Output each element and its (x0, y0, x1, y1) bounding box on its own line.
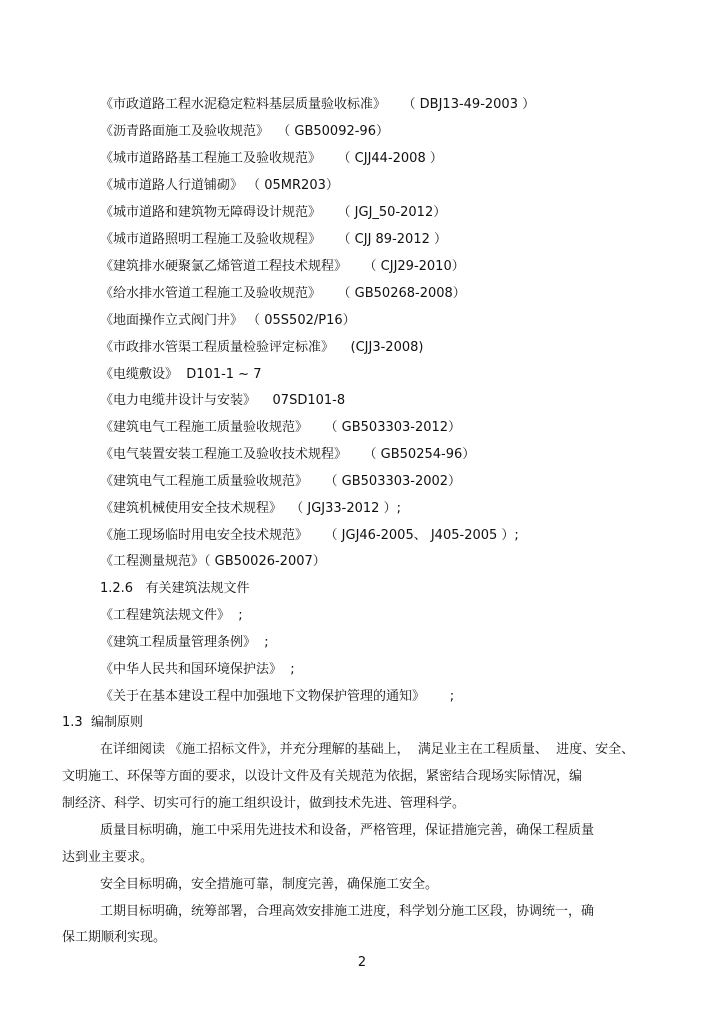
reference-item: 《给水排水管道工程施工及验收规范》 （ GB50268-2008） (100, 286, 466, 301)
paragraph-line: 在详细阅读 《施工招标文件》，并充分理解的基础上， 满足业主在工程质量、 进度、安全、 (100, 742, 635, 757)
reference-item: 《城市道路路基工程施工及验收规范》 （ CJJ44-2008 ） (100, 151, 443, 166)
paragraph-line: 制经济、科学、切实可行的施工组织设计，做到技术先进、管理科学。 (62, 796, 466, 811)
regulation-item: 《工程建筑法规文件》 ; (100, 608, 243, 623)
reference-item: 《建筑机械使用安全技术规程》 （ JGJ33-2012 ）; (100, 501, 401, 516)
reference-item: 《市政排水管渠工程质量检验评定标准》 (CJJ3-2008) (100, 340, 424, 355)
section-heading: 1.3 编制原则 (62, 715, 143, 730)
reference-item: 《城市道路照明工程施工及验收规程》 （ CJJ 89-2012 ） (100, 232, 447, 247)
reference-item: 《市政道路工程水泥稳定粒料基层质量验收标准》 （ DBJ13-49-2003 ） (100, 97, 536, 112)
reference-item: 《电力电缆井设计与安装》 07SD101-8 (100, 393, 346, 408)
paragraph-line: 安全目标明确，安全措施可靠，制度完善，确保施工安全。 (100, 877, 439, 892)
reference-item: 《城市道路人行道铺砌》 （ 05MR203） (100, 178, 339, 193)
reference-item: 《施工现场临时用电安全技术规范》 （ JGJ46-2005、 J405-2005 ）; (100, 528, 519, 543)
paragraph-line: 文明施工、环保等方面的要求，以设计文件及有关规范为依据，紧密结合现场实际情况，编 (62, 769, 583, 784)
reference-item: 《地面操作立式阀门井》 （ 05S502/P16） (100, 313, 356, 328)
reference-item: 《建筑排水硬聚氯乙烯管道工程技术规程》 （ CJJ29-2010） (100, 259, 465, 274)
reference-item: 《电气装置安装工程施工及验收技术规程》 （ GB50254-96） (100, 447, 476, 462)
paragraph-line: 质量目标明确，施工中采用先进技术和设备，严格管理，保证措施完善，确保工程质量 (100, 823, 595, 838)
reference-item: 《电缆敷设》 D101-1 ~ 7 (100, 367, 262, 382)
page-number: 2 (357, 955, 367, 970)
paragraph-line: 达到业主要求。 (62, 850, 154, 865)
regulation-item: 《中华人民共和国环境保护法》 ; (100, 662, 295, 677)
regulation-item: 《关于在基本建设工程中加强地下文物保护管理的通知》 ; (100, 689, 455, 704)
reference-item: 《城市道路和建筑物无障碍设计规范》 （ JGJ_50-2012） (100, 205, 447, 220)
paragraph-line: 工期目标明确，统筹部署，合理高效安排施工进度，科学划分施工区段，协调统一，确 (100, 904, 595, 919)
reference-item: 《建筑电气工程施工质量验收规范》 （ GB503303-2002） (100, 474, 462, 489)
reference-item: 《沥青路面施工及验收规范》 （ GB50092-96） (100, 124, 389, 139)
paragraph-line: 保工期顺利实现。 (62, 930, 167, 945)
reference-item: 《建筑电气工程施工质量验收规范》 （ GB503303-2012） (100, 420, 462, 435)
reference-item: 《工程测量规范》（ GB50026-2007） (100, 554, 326, 569)
subsection-heading: 1.2.6 有关建筑法规文件 (100, 581, 250, 596)
regulation-item: 《建筑工程质量管理条例》 ; (100, 635, 269, 650)
